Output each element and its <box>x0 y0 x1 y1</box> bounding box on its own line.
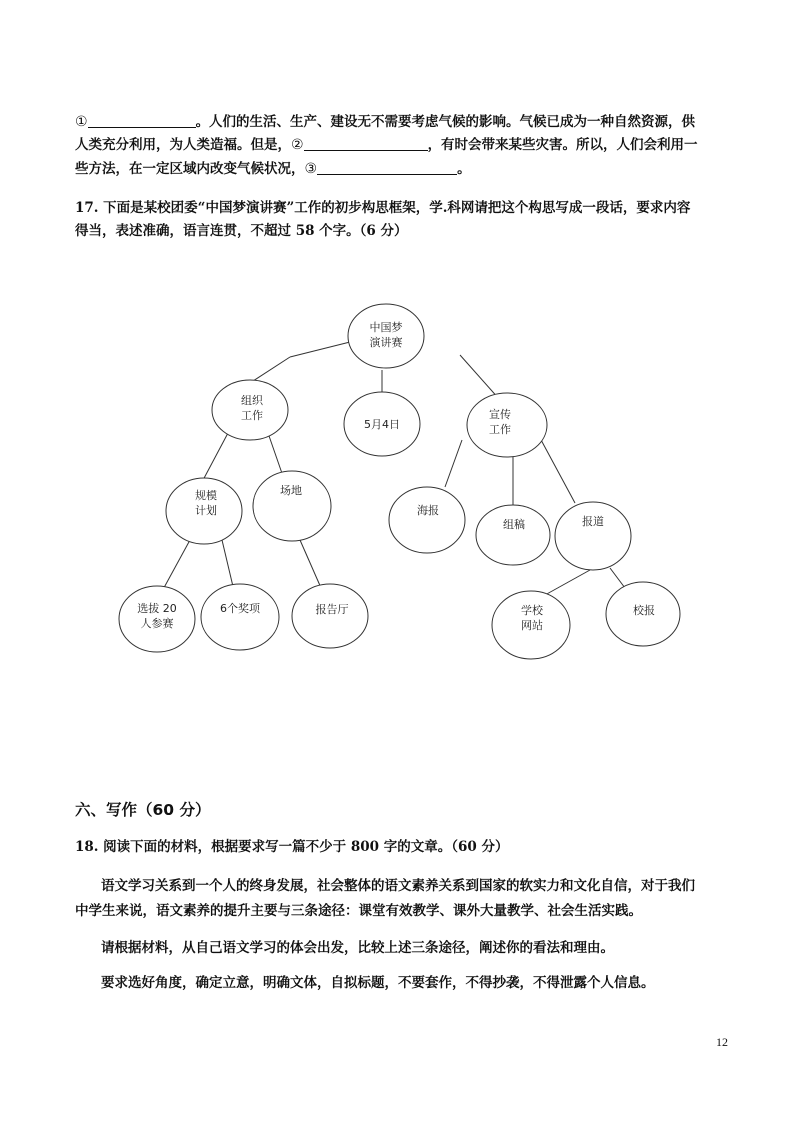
q17-prompt-line-1: 17. 下面是某校团委“中国梦演讲赛”工作的初步构思框架，学.科网请把这个构思写成一段话，要求内容 <box>75 200 691 216</box>
label-paper <box>633 603 655 617</box>
label-venue-line-1: 场地 <box>280 484 302 497</box>
label-date <box>364 418 400 431</box>
label-website-line-2: 网站 <box>521 619 543 632</box>
q18-material-line-2: 中学生来说，语文素养的提升主要与三条途径：课堂有效教学、课外大量教学、社会生活实践。 <box>75 903 642 919</box>
label-scale-line-1: 规模 <box>195 489 217 502</box>
q16-text-3b: 。 <box>457 161 471 177</box>
label-publicity-line-2: 工作 <box>489 423 511 436</box>
node-circles <box>119 304 680 659</box>
label-poster-line-1: 海报 <box>417 504 439 517</box>
node-venue <box>253 471 331 541</box>
node-awards <box>201 584 279 650</box>
q16-text-2b: ，有时会带来某些灾害。所以，人们会利用一 <box>427 137 698 153</box>
node-manuscript <box>476 505 550 565</box>
label-poster <box>417 503 439 517</box>
label-select-line-1: 选拔 20 <box>137 602 177 615</box>
label-awards <box>220 601 261 615</box>
q18-prompt: 18. 阅读下面的材料，根据要求写一篇不少于 800 字的文章。（60 分） <box>75 839 509 855</box>
section-title: 六、写作（60 分） <box>75 801 211 819</box>
label-report-line-1: 报道 <box>582 515 604 528</box>
blank-marker-1: ① <box>75 114 88 130</box>
label-report <box>582 514 604 528</box>
label-hall-line-1: 报告厅 <box>315 603 349 616</box>
label-org-line-1: 组织 <box>241 394 263 407</box>
q18-requirements: 要求选好角度，确定立意，明确文体，自拟标题，不要套作，不得抄袭，不得泄露个人信息。 <box>101 975 655 991</box>
q16-text-3a: 些方法，在一定区域内改变气候状况， <box>75 161 305 177</box>
blank-marker-3: ③ <box>304 161 318 177</box>
label-venue <box>280 483 302 497</box>
page-number: 12 <box>716 1035 728 1049</box>
label-awards-line-1: 6个奖项 <box>220 602 260 615</box>
q16-text-1: 。人们的生活、生产、建设无不需要考虑气候的影响。气候已成为一种自然资源，供 <box>195 114 696 130</box>
q18-instruction: 请根据材料，从自己语文学习的体会出发，比较上述三条途径，阐述你的看法和理由。 <box>101 940 614 956</box>
label-publicity-line-1: 宣传 <box>489 408 511 421</box>
label-manuscript <box>503 517 525 531</box>
label-manuscript-line-1: 组稿 <box>503 518 525 531</box>
label-website-line-1: 学校 <box>521 604 543 617</box>
node-report <box>555 502 631 570</box>
q16-text-2a: 人类充分利用，为人类造福。但是， <box>75 137 291 153</box>
blank-marker-2: ② <box>291 137 304 153</box>
label-scale-line-2: 计划 <box>195 504 217 517</box>
label-hall <box>316 602 349 616</box>
q17-prompt-line-2: 得当，表述准确，语言连贯，不超过 58 个字。（6 分） <box>75 223 408 239</box>
connectors <box>160 342 628 597</box>
label-select-line-2: 人参赛 <box>140 617 174 630</box>
node-hall <box>292 584 368 648</box>
label-date-line-1: 5月4日 <box>364 418 400 431</box>
label-root-line-1: 中国梦 <box>369 321 403 334</box>
label-org-line-2: 工作 <box>241 409 263 422</box>
node-poster <box>389 487 465 553</box>
q18-material-line-1: 语文学习关系到一个人的终身发展，社会整体的语文素养关系到国家的软实力和文化自信，对于我们 <box>101 878 695 894</box>
label-root-line-2: 演讲赛 <box>369 336 403 349</box>
label-paper-line-1: 校报 <box>633 604 655 617</box>
